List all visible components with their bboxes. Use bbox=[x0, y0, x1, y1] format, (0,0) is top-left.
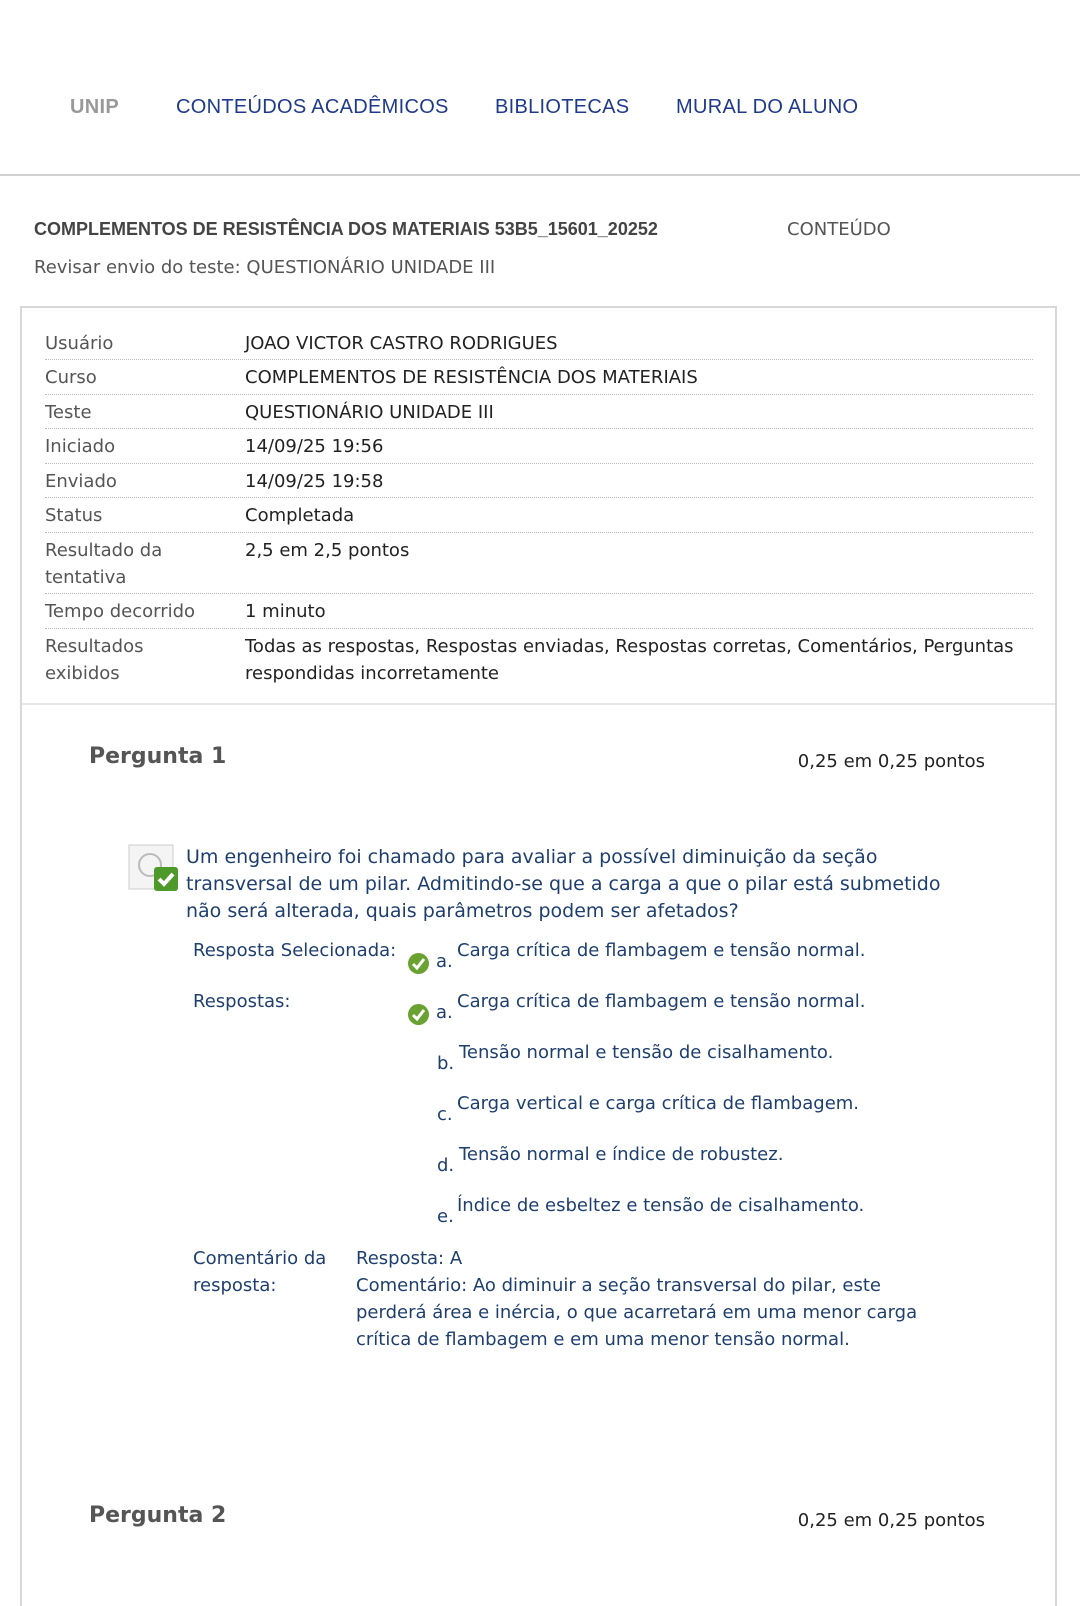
question-text: Um engenheiro foi chamado para avaliar a possível diminuição da seção transversal de um pilar. Admitindo-se que a carga a que o pilar está submetido não será alterada, quais parâmetros podem ser afetados? bbox=[186, 846, 941, 922]
question-points: 0,25 em 0,25 pontos bbox=[797, 751, 985, 772]
answer-option: Tensão normal e tensão de cisalhamento. bbox=[459, 1042, 834, 1063]
nav-bibliotecas[interactable]: BIBLIOTECAS bbox=[495, 96, 630, 118]
content-link[interactable]: CONTEÚDO bbox=[787, 219, 891, 240]
info-label: Teste bbox=[45, 402, 92, 423]
page-subtitle: Revisar envio do teste: QUESTIONÁRIO UNIDADE III bbox=[34, 257, 496, 278]
divider bbox=[0, 174, 1080, 176]
info-label: Usuário bbox=[45, 333, 114, 354]
info-row bbox=[45, 594, 1033, 629]
answer-option: Carga vertical e carga crítica de flambagem. bbox=[457, 1093, 860, 1114]
info-row bbox=[45, 429, 1033, 464]
info-label: Status bbox=[45, 505, 103, 526]
info-label: Tempo decorrido bbox=[45, 601, 196, 622]
info-row bbox=[45, 498, 1033, 533]
info-value: 2,5 em 2,5 pontos bbox=[245, 540, 410, 561]
answer-letter: d. bbox=[437, 1155, 455, 1176]
answer-letter: b. bbox=[437, 1053, 455, 1074]
correct-check-icon bbox=[408, 953, 429, 974]
question-title: Pergunta 1 bbox=[89, 744, 227, 769]
answer-letter: e. bbox=[437, 1206, 454, 1227]
nav-unip[interactable]: UNIP bbox=[70, 96, 119, 118]
question-title: Pergunta 2 bbox=[89, 1503, 227, 1528]
info-row bbox=[45, 326, 1033, 360]
info-row bbox=[45, 360, 1033, 395]
info-label: Iniciado bbox=[45, 436, 116, 457]
attempt-info bbox=[22, 310, 1055, 705]
comment-text: Comentário: Ao diminuir a seção transversal do pilar, este perderá área e inércia, o que acarretará em uma menor carga crítica de flambagem e em uma menor tensão normal. bbox=[356, 1275, 918, 1350]
answers-label: Respostas: bbox=[193, 991, 291, 1012]
info-label: Enviado bbox=[45, 471, 117, 492]
question-points: 0,25 em 0,25 pontos bbox=[797, 1510, 985, 1531]
info-row bbox=[45, 395, 1033, 429]
top-nav bbox=[0, 96, 1080, 126]
info-row bbox=[45, 533, 1033, 594]
info-row bbox=[45, 464, 1033, 498]
nav-conteudos-academicos[interactable]: CONTEÚDOS ACADÊMICOS bbox=[176, 96, 449, 118]
answer-letter: a. bbox=[436, 1002, 453, 1023]
comment-label: Comentário da resposta: bbox=[193, 1248, 327, 1296]
info-value: 14/09/25 19:58 bbox=[245, 471, 384, 492]
info-value: COMPLEMENTOS DE RESISTÊNCIA DOS MATERIAIS bbox=[245, 367, 698, 388]
info-value: Todas as respostas, Respostas enviadas, Respostas corretas, Comentários, Perguntas respondidas incorretamente bbox=[245, 636, 1014, 684]
info-row bbox=[45, 629, 1033, 691]
comment-answer: Resposta: A bbox=[356, 1248, 463, 1269]
answer-letter: a. bbox=[436, 951, 453, 972]
nav-mural-do-aluno[interactable]: MURAL DO ALUNO bbox=[676, 96, 859, 118]
info-value: QUESTIONÁRIO UNIDADE III bbox=[245, 402, 494, 423]
info-label: Resultados exibidos bbox=[45, 636, 144, 684]
correct-check-icon bbox=[408, 1004, 429, 1025]
answer-option: Tensão normal e índice de robustez. bbox=[459, 1144, 784, 1165]
info-value: 14/09/25 19:56 bbox=[245, 436, 384, 457]
answer-letter: c. bbox=[437, 1104, 453, 1125]
answer-option: Carga crítica de flambagem e tensão normal. bbox=[457, 991, 866, 1012]
selected-answer-label: Resposta Selecionada: bbox=[193, 940, 397, 961]
info-label: Resultado da tentativa bbox=[45, 540, 163, 588]
question-correct-icon bbox=[128, 843, 180, 893]
info-value: 1 minuto bbox=[245, 601, 326, 622]
answer-option: Índice de esbeltez e tensão de cisalhamento. bbox=[457, 1195, 865, 1216]
info-value: Completada bbox=[245, 505, 355, 526]
info-label: Curso bbox=[45, 367, 97, 388]
course-title[interactable]: COMPLEMENTOS DE RESISTÊNCIA DOS MATERIAIS 53B5_15601_20252 bbox=[34, 219, 658, 239]
info-value: JOAO VICTOR CASTRO RODRIGUES bbox=[245, 333, 558, 354]
selected-answer-text: Carga crítica de flambagem e tensão normal. bbox=[457, 940, 866, 961]
